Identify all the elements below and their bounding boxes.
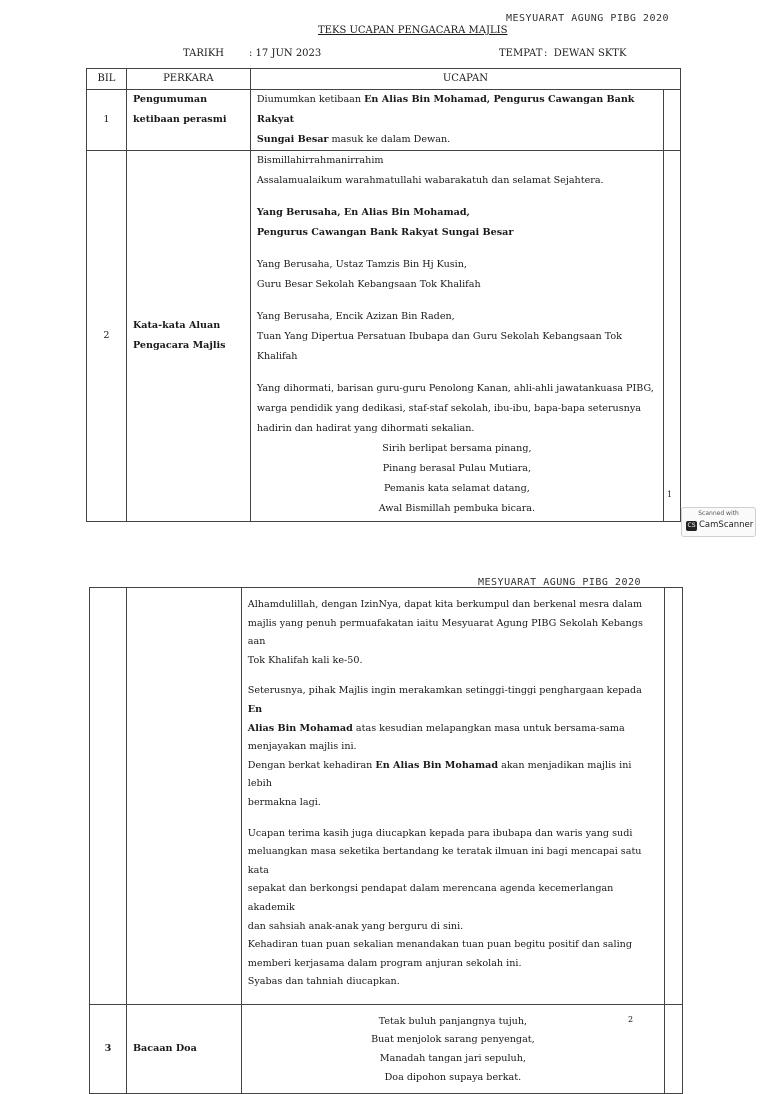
table-row <box>90 588 683 1005</box>
row-subject <box>126 151 250 522</box>
text-line: memberi kerjasama dalam program anjuran sekolah ini. <box>247 957 522 969</box>
blank-cell <box>664 1004 682 1093</box>
date-value: : 17 JUN 2023 <box>249 48 322 59</box>
row-speech <box>250 151 663 522</box>
text-line: meluangkan masa seketika bertandang ke teratak ilmuan ini bagi mencapai satu kata <box>247 846 642 876</box>
text-line: Guru Besar Sekolah Kebangsaan Tok Khalifah <box>256 279 481 290</box>
row-speech-continued <box>241 588 664 1005</box>
row-number: 1 <box>87 90 127 151</box>
blank-cell <box>663 90 680 151</box>
pantun-line: Tetak buluh panjangnya tujuh, <box>378 1015 528 1027</box>
text-line: Kehadiran tuan puan sekalian menandakan tuan puan begitu positif dan saling <box>247 939 632 951</box>
subject-line: Pengacara Majlis <box>132 340 226 351</box>
text-bold: En <box>247 703 263 715</box>
blank-cell <box>664 588 682 1005</box>
text-line: Assalamualaikum warahmatullahi wabarakatuh dan selamat Sejahtera. <box>256 175 604 186</box>
text-span: Dengan berkat kehadiran <box>247 759 376 771</box>
row-number: 2 <box>87 151 127 522</box>
venue-label: TEMPAT <box>499 48 543 59</box>
pantun-line: Buat menjolok sarang penyengat, <box>371 1034 535 1046</box>
pantun-line: Pemanis kata selamat datang, <box>383 483 530 494</box>
text-line: Ucapan terima kasih juga diucapkan kepada para ibubapa dan waris yang sudi <box>247 827 633 839</box>
text-bold: Alias Bin Mohamad <box>247 722 353 734</box>
table-row <box>90 1004 683 1093</box>
row-speech <box>241 1004 664 1093</box>
blank-cell <box>663 151 680 522</box>
subject-line: ketibaan perasmi <box>132 114 227 125</box>
text-line: dan sahsiah anak-anak yang berguru di sini. <box>247 920 464 932</box>
pantun-line: Awal Bismillah pembuka bicara. <box>378 503 536 514</box>
subject-line: Kata-kata Aluan <box>132 320 221 331</box>
table-header-row <box>87 69 681 90</box>
page-number: 1 <box>667 490 673 499</box>
text-span: akan menjadikan majlis ini lebih <box>247 759 632 790</box>
col-header-perkara: PERKARA <box>126 69 250 90</box>
row-subject <box>126 588 241 1005</box>
pantun-line: Manadah tangan jari sepuluh, <box>379 1053 526 1065</box>
text-span: masuk ke dalam Dewan. <box>328 134 451 145</box>
row-number <box>90 588 127 1005</box>
text-line: Pengurus Cawangan Bank Rakyat Sungai Besar <box>256 227 514 238</box>
text-line: Bismillahirrahmanirrahim <box>256 155 384 166</box>
text-line: menjayakan majlis ini. <box>247 741 357 753</box>
text-line: Yang Berusaha, Ustaz Tamzis Bin Hj Kusin, <box>256 259 467 270</box>
text-line <box>248 720 658 739</box>
text-line: Alhamdulillah, dengan IzinNya, dapat kita berkumpul dan berkenal mesra dalam <box>247 599 643 610</box>
text-line: bermakna lagi. <box>247 796 321 808</box>
pantun-line: Doa dipohon supaya berkat. <box>384 1071 522 1083</box>
pantun-line: Pinang berasal Pulau Mutiara, <box>382 463 532 474</box>
text-line: Yang Berusaha, En Alias Bin Mohamad, <box>256 207 470 218</box>
row-subject <box>126 90 250 151</box>
row-number: 3 <box>90 1004 127 1093</box>
text-bold: En Alias Bin Mohamad, Pengurus Cawangan Bank Rakyat <box>256 94 635 125</box>
text-line <box>248 682 658 719</box>
page-number: 2 <box>628 1015 634 1024</box>
venue-value: : DEWAN SKTK <box>544 48 627 59</box>
text-line: Tuan Yang Dipertua Persatuan Ibubapa dan Guru Sekolah Kebangsaan Tok Khalifah <box>256 331 622 362</box>
text-span: Seterusnya, pihak Majlis ingin merakamkan setinggi-tinggi penghargaan kepada <box>247 685 642 697</box>
row-speech <box>250 90 663 151</box>
camscanner-brand: CamScanner <box>699 520 754 530</box>
pantun-line: Sirih berlipat bersama pinang, <box>382 443 532 454</box>
text-span: Diumumkan ketibaan <box>256 94 365 105</box>
table-row <box>87 90 681 151</box>
camscanner-watermark <box>681 507 756 537</box>
agenda-table-page1 <box>86 68 681 522</box>
text-line: hadirin dan hadirat yang dihormati sekalian. <box>256 423 475 434</box>
col-header-ucapan: UCAPAN <box>250 69 680 90</box>
text-line <box>248 757 658 794</box>
text-line: Syabas dan tahniah diucapkan. <box>247 976 400 988</box>
text-line: sepakat dan berkongsi pendapat dalam merencana agenda kecemerlangan akademik <box>247 883 614 913</box>
agenda-table-page2 <box>89 587 683 1094</box>
subject-line: Pengumuman <box>132 94 208 105</box>
page-header-code: MESYUARAT AGUNG PIBG 2020 <box>478 577 642 588</box>
row-subject: Bacaan Doa <box>126 1004 241 1093</box>
document-title: TEKS UCAPAN PENGACARA MAJLIS <box>318 25 508 36</box>
text-bold: En Alias Bin Mohamad <box>375 759 499 771</box>
date-label: TARIKH <box>183 48 225 59</box>
camscanner-logo-icon: CS <box>687 522 696 529</box>
text-line: Yang dihormati, barisan guru-guru Penolong Kanan, ahli-ahli jawatankuasa PIBG, <box>256 383 654 394</box>
scanned-with-text: Scanned with <box>698 510 739 517</box>
text-line: majlis yang penuh permuafakatan iaitu Mesyuarat Agung PIBG Sekolah Kebangs aan <box>247 617 643 648</box>
table-row <box>87 151 681 522</box>
col-header-bil: BIL <box>87 69 127 90</box>
text-line: Tok Khalifah kali ke-50. <box>247 654 363 666</box>
text-span: atas kesudian melapangkan masa untuk bersama-sama <box>352 722 625 734</box>
page-header-code: MESYUARAT AGUNG PIBG 2020 <box>506 13 670 24</box>
text-line: Yang Berusaha, Encik Azizan Bin Raden, <box>256 311 455 322</box>
text-bold: Sungai Besar <box>256 134 329 145</box>
text-line: warga pendidik yang dedikasi, staf-staf sekolah, ibu-ibu, bapa-bapa seterusnya <box>256 403 641 414</box>
